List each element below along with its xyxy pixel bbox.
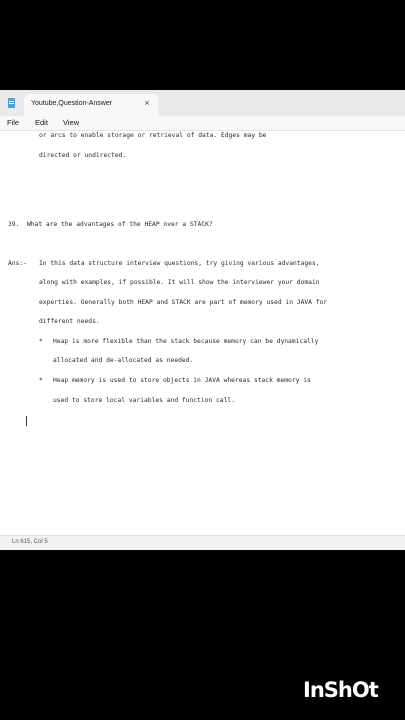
bullet-text: used to store local variables and function call.	[53, 397, 235, 404]
notepad-window	[0, 90, 405, 550]
menu-view[interactable]: View	[63, 118, 80, 127]
text-line: along with examples, if possible. It will show the interviewer your domain	[39, 279, 320, 286]
bullet-marker: *	[39, 338, 43, 345]
text-line: In this data structure interview questions, try giving various advantages,	[39, 260, 320, 267]
question-line: 39. What are the advantages of the HEAP over a STACK?	[8, 221, 213, 228]
bullet-text: allocated and de-allocated as needed.	[53, 357, 194, 364]
text-line: directed or undirected.	[39, 152, 127, 159]
menu-edit[interactable]: Edit	[35, 118, 48, 127]
tab-title: Youtube,Question-Answer	[31, 100, 113, 107]
text-line: different needs.	[39, 318, 100, 325]
bullet-text: Heap is more flexible than the stack because memory can be dynamically	[53, 338, 319, 345]
inshot-watermark: InShOt	[303, 678, 378, 702]
text-line: or arcs to enable storage or retrieval of data. Edges may be	[39, 132, 267, 139]
close-icon[interactable]: ×	[144, 99, 150, 107]
menu-file[interactable]: File	[7, 118, 20, 127]
notepad-icon	[8, 98, 15, 108]
cursor-position: Ln 615, Col 5	[12, 539, 48, 545]
document-tab[interactable]	[24, 94, 158, 116]
text-editor[interactable]	[0, 131, 405, 535]
text-line: experties. Generally both HEAP and STACK are part of memory used in JAVA for	[39, 299, 328, 306]
status-bar	[0, 535, 405, 550]
menu-bar	[0, 116, 405, 131]
text-caret	[26, 416, 27, 426]
answer-label: Ans:-	[8, 260, 27, 267]
title-bar	[0, 90, 405, 116]
bullet-text: Heap memory is used to store objects in JAVA whereas stack memory is	[53, 377, 311, 384]
bullet-marker: *	[39, 377, 43, 384]
